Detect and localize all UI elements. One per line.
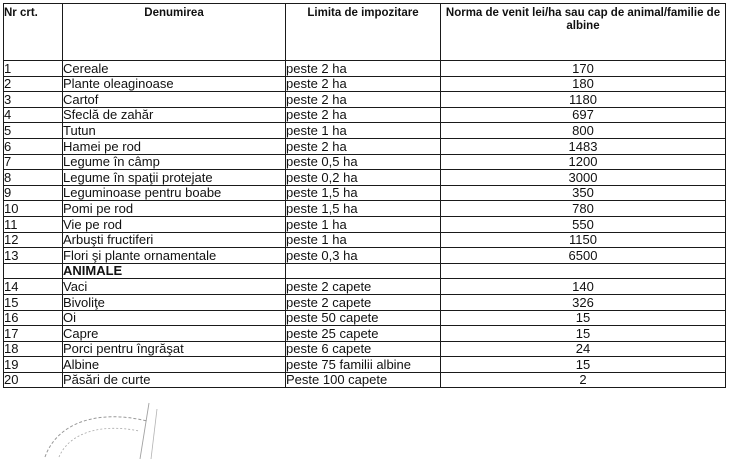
cell-norma-text: 15	[575, 310, 591, 326]
cell-norma	[441, 138, 726, 154]
cell-denumirea-text: Tutun	[63, 122, 96, 138]
table-row	[4, 310, 726, 326]
cell-limita	[286, 263, 441, 279]
cell-nr	[4, 107, 63, 123]
cell-denumirea-text: Capre	[63, 325, 99, 341]
cell-norma-text: 2	[579, 372, 587, 388]
cell-limita	[286, 357, 441, 373]
cell-limita-text: Peste 100 capete	[286, 372, 388, 388]
cell-limita-text: peste 2 ha	[286, 138, 347, 154]
cell-norma	[441, 201, 726, 217]
cell-norma	[441, 185, 726, 201]
cell-norma-text: 350	[572, 185, 594, 201]
cell-norma	[441, 341, 726, 357]
cell-norma-text: 1483	[568, 138, 598, 154]
table-row	[4, 154, 726, 170]
cell-nr-text: 1	[4, 60, 12, 76]
cell-denumirea-text: Legume în câmp	[63, 154, 160, 170]
cell-norma	[441, 123, 726, 139]
cell-limita-text: peste 0,3 ha	[286, 247, 358, 263]
cell-nr	[4, 123, 63, 139]
cell-denumirea-text: Legume în spaţii protejate	[63, 169, 213, 185]
header-nr-crt: Nr crt.	[4, 4, 63, 61]
cell-denumirea	[63, 279, 286, 295]
cell-denumirea-text: Pomi pe rod	[63, 200, 134, 216]
cell-denumirea	[63, 201, 286, 217]
document-page	[3, 3, 725, 422]
cell-limita-text: peste 0,2 ha	[286, 169, 358, 185]
cell-nr-text: 9	[4, 185, 12, 201]
cell-norma	[441, 232, 726, 248]
cell-nr-text: 3	[4, 91, 12, 107]
cell-limita-text: peste 2 ha	[286, 76, 347, 92]
cell-limita-text: peste 1,5 ha	[286, 200, 358, 216]
cell-nr	[4, 294, 63, 310]
cell-nr-text: 20	[4, 372, 19, 388]
cell-limita-text: peste 1,5 ha	[286, 185, 358, 201]
cell-denumirea-text: Păsări de curte	[63, 372, 151, 388]
cell-nr-text: 5	[4, 122, 12, 138]
cell-limita	[286, 76, 441, 92]
cell-nr-text: 19	[4, 356, 19, 372]
cell-denumirea	[63, 154, 286, 170]
table-row	[4, 372, 726, 388]
cell-limita	[286, 294, 441, 310]
cell-limita	[286, 341, 441, 357]
cell-denumirea	[63, 216, 286, 232]
cell-nr	[4, 138, 63, 154]
cell-denumirea-text: Porci pentru îngrăşat	[63, 341, 184, 357]
cell-denumirea-text: Cartof	[63, 91, 99, 107]
cell-norma-text: 780	[572, 200, 594, 216]
cell-limita	[286, 232, 441, 248]
cell-nr	[4, 154, 63, 170]
cell-norma-text: 180	[572, 76, 594, 92]
cell-limita	[286, 216, 441, 232]
cell-limita-text: peste 2 ha	[286, 60, 347, 76]
cell-denumirea	[63, 185, 286, 201]
cell-norma-text: 1200	[568, 154, 598, 170]
cell-limita	[286, 326, 441, 342]
cell-norma-text: 1150	[569, 232, 597, 248]
cell-denumirea	[63, 107, 286, 123]
cell-limita	[286, 279, 441, 295]
cell-denumirea	[63, 341, 286, 357]
cell-nr-text: 8	[4, 169, 12, 185]
cell-nr	[4, 263, 63, 279]
cell-nr-text: 16	[4, 310, 19, 326]
cell-norma-text: 1180	[569, 91, 597, 107]
cell-norma	[441, 326, 726, 342]
cell-limita-text: peste 1 ha	[286, 122, 347, 138]
cell-nr	[4, 232, 63, 248]
cell-denumirea	[63, 357, 286, 373]
cell-denumirea	[63, 310, 286, 326]
table-row	[4, 185, 726, 201]
cell-nr-text: 12	[4, 232, 19, 248]
table-row	[4, 123, 726, 139]
cell-nr	[4, 279, 63, 295]
cell-denumirea	[63, 326, 286, 342]
cell-denumirea	[63, 232, 286, 248]
cell-nr-text: 11	[4, 216, 18, 232]
cell-nr	[4, 61, 63, 77]
cell-limita	[286, 154, 441, 170]
cell-norma	[441, 76, 726, 92]
cell-nr-text: 18	[4, 341, 19, 357]
cell-limita	[286, 310, 441, 326]
cell-denumirea	[63, 294, 286, 310]
table-row	[4, 279, 726, 295]
cell-limita-text: peste 1 ha	[286, 216, 347, 232]
table-body	[4, 61, 726, 388]
cell-denumirea	[63, 123, 286, 139]
cell-denumirea	[63, 92, 286, 108]
cell-norma-text: 24	[575, 341, 591, 357]
cell-limita	[286, 201, 441, 217]
cell-limita	[286, 170, 441, 186]
cell-norma	[441, 294, 726, 310]
cell-nr	[4, 341, 63, 357]
table-row	[4, 294, 726, 310]
cell-nr-text: 17	[4, 325, 19, 341]
cell-norma	[441, 154, 726, 170]
cell-norma-text: 6500	[568, 247, 598, 263]
cell-norma	[441, 279, 726, 295]
cell-denumirea-text: Vie pe rod	[63, 216, 123, 232]
cell-denumirea-text: Plante oleaginoase	[63, 76, 174, 92]
cell-norma	[441, 170, 726, 186]
section-title	[63, 263, 286, 279]
cell-denumirea-text: Oi	[63, 310, 76, 326]
cell-limita-text: peste 75 familii albine	[286, 356, 412, 372]
cell-limita-text: peste 25 capete	[286, 325, 379, 341]
cell-nr	[4, 357, 63, 373]
section-title-text: ANIMALE	[63, 263, 123, 279]
cell-norma-text: 15	[575, 356, 591, 372]
table-row	[4, 216, 726, 232]
cell-nr-text: 6	[4, 138, 12, 154]
cell-nr-text: 13	[4, 247, 19, 263]
cell-nr	[4, 216, 63, 232]
cell-nr-text: 10	[4, 200, 19, 216]
cell-norma	[441, 107, 726, 123]
cell-norma-text: 697	[572, 107, 594, 123]
cell-limita	[286, 61, 441, 77]
cell-norma-text: 15	[575, 325, 591, 341]
cell-denumirea-text: Cereale	[63, 60, 109, 76]
cell-limita-text: peste 2 ha	[286, 91, 347, 107]
cell-denumirea-text: Sfeclă de zahăr	[63, 107, 154, 123]
table-row	[4, 326, 726, 342]
cell-norma-text: 326	[572, 294, 594, 310]
cell-limita	[286, 123, 441, 139]
cell-denumirea	[63, 248, 286, 264]
cell-norma-text: 140	[572, 278, 594, 294]
cell-nr	[4, 372, 63, 388]
cell-limita	[286, 372, 441, 388]
cell-limita	[286, 185, 441, 201]
cell-nr-text: 14	[4, 278, 19, 294]
cell-nr-text: 2	[4, 76, 12, 92]
cell-denumirea	[63, 138, 286, 154]
cell-nr	[4, 248, 63, 264]
cell-nr-text: 15	[4, 294, 19, 310]
cell-norma-text: 800	[572, 122, 594, 138]
table-row	[4, 107, 726, 123]
cell-denumirea	[63, 372, 286, 388]
table-row	[4, 201, 726, 217]
cell-denumirea-text: Albine	[63, 356, 100, 372]
cell-nr	[4, 201, 63, 217]
cell-norma	[441, 372, 726, 388]
cell-limita-text: peste 2 capete	[286, 294, 372, 310]
table-row	[4, 357, 726, 373]
cell-denumirea-text: Bivoliţe	[63, 294, 105, 310]
cell-denumirea-text: Hamei pe rod	[63, 138, 142, 154]
cell-denumirea	[63, 61, 286, 77]
table-row	[4, 248, 726, 264]
table-row	[4, 138, 726, 154]
cell-denumirea-text: Arbuşti fructiferi	[63, 232, 154, 248]
table-header	[4, 4, 726, 61]
cell-nr	[4, 76, 63, 92]
cell-nr	[4, 185, 63, 201]
cell-limita-text: peste 0,5 ha	[286, 154, 358, 170]
cell-norma	[441, 248, 726, 264]
cell-denumirea-text: Vaci	[63, 278, 88, 294]
table-row	[4, 92, 726, 108]
cell-norma	[441, 92, 726, 108]
cell-nr	[4, 170, 63, 186]
income-norms-table	[3, 3, 726, 388]
cell-norma-text: 3000	[568, 169, 598, 185]
cell-denumirea	[63, 76, 286, 92]
header-denumirea: Denumirea	[63, 4, 286, 61]
cell-nr	[4, 326, 63, 342]
round-stamp-icon	[37, 399, 167, 459]
cell-limita-text: peste 1 ha	[286, 232, 347, 248]
cell-nr-text: 4	[4, 107, 12, 123]
cell-norma	[441, 216, 726, 232]
cell-limita	[286, 92, 441, 108]
cell-limita-text: peste 2 capete	[286, 278, 372, 294]
cell-denumirea-text: Flori şi plante ornamentale	[63, 247, 217, 263]
table-row	[4, 341, 726, 357]
cell-limita-text: peste 50 capete	[286, 310, 379, 326]
cell-denumirea	[63, 170, 286, 186]
cell-nr	[4, 92, 63, 108]
header-norma-de-venit: Norma de venit lei/ha sau cap de animal/familie de albine	[441, 4, 726, 61]
cell-limita	[286, 107, 441, 123]
cell-norma-text: 550	[572, 216, 594, 232]
header-row	[4, 4, 726, 61]
section-row	[4, 263, 726, 279]
cell-denumirea-text: Leguminoase pentru boabe	[63, 185, 222, 201]
table-row	[4, 232, 726, 248]
cell-norma	[441, 310, 726, 326]
table-row	[4, 61, 726, 77]
cell-limita	[286, 248, 441, 264]
cell-limita	[286, 138, 441, 154]
cell-limita-text: peste 2 ha	[286, 107, 347, 123]
cell-limita-text: peste 6 capete	[286, 341, 372, 357]
cell-norma	[441, 357, 726, 373]
cell-norma-text: 170	[572, 60, 594, 76]
cell-nr	[4, 310, 63, 326]
table-row	[4, 76, 726, 92]
cell-norma	[441, 263, 726, 279]
header-limita-de-impozitare: Limita de impozitare	[286, 4, 441, 61]
cell-norma	[441, 61, 726, 77]
cell-nr-text: 7	[4, 154, 12, 170]
table-row	[4, 170, 726, 186]
